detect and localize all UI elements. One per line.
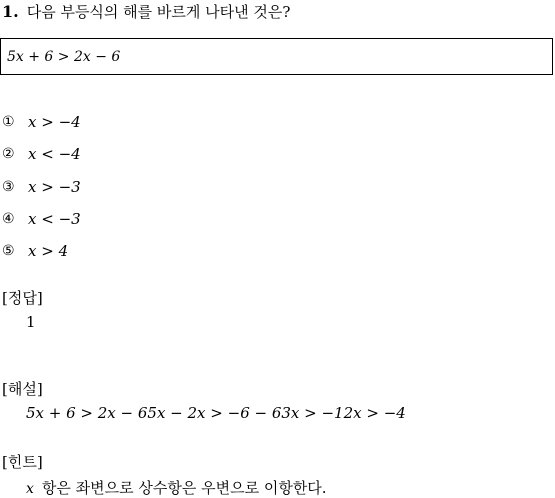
hint-text: 항은 좌변으로 상수항은 우변으로 이항한다.: [41, 479, 327, 497]
option-1[interactable]: [2, 112, 81, 132]
option-5[interactable]: [2, 241, 68, 261]
explanation-text: 5x + 6 > 2x − 65x − 2x > −6 − 63x > −12x > −4: [26, 404, 406, 422]
option-marker: ③: [2, 179, 15, 195]
option-text: x > −4: [28, 113, 81, 131]
equation-text: 5x + 6 > 2x − 6: [7, 48, 121, 65]
hint-label: [힌트]: [2, 453, 43, 471]
question-header: [2, 0, 290, 22]
question-number: 1.: [2, 1, 19, 21]
option-marker: ⑤: [2, 243, 15, 259]
option-marker: ④: [2, 211, 15, 227]
hint-variable: x: [26, 481, 34, 497]
explanation-label: [해설]: [2, 380, 43, 398]
option-text: x > −3: [28, 178, 81, 196]
option-marker: ②: [2, 146, 15, 162]
option-marker: ①: [2, 114, 15, 130]
option-text: x < −3: [28, 210, 81, 228]
question-text: 다음 부등식의 해를 바르게 나타낸 것은?: [26, 2, 291, 21]
option-2[interactable]: [2, 144, 81, 164]
equation-box: [0, 38, 553, 75]
answer-value: 1: [26, 313, 36, 331]
option-text: x < −4: [28, 145, 81, 163]
option-4[interactable]: [2, 209, 81, 229]
answer-label: [정답]: [2, 289, 43, 307]
option-3[interactable]: [2, 177, 81, 197]
option-text: x > 4: [28, 242, 69, 260]
hint-line: [26, 477, 327, 498]
